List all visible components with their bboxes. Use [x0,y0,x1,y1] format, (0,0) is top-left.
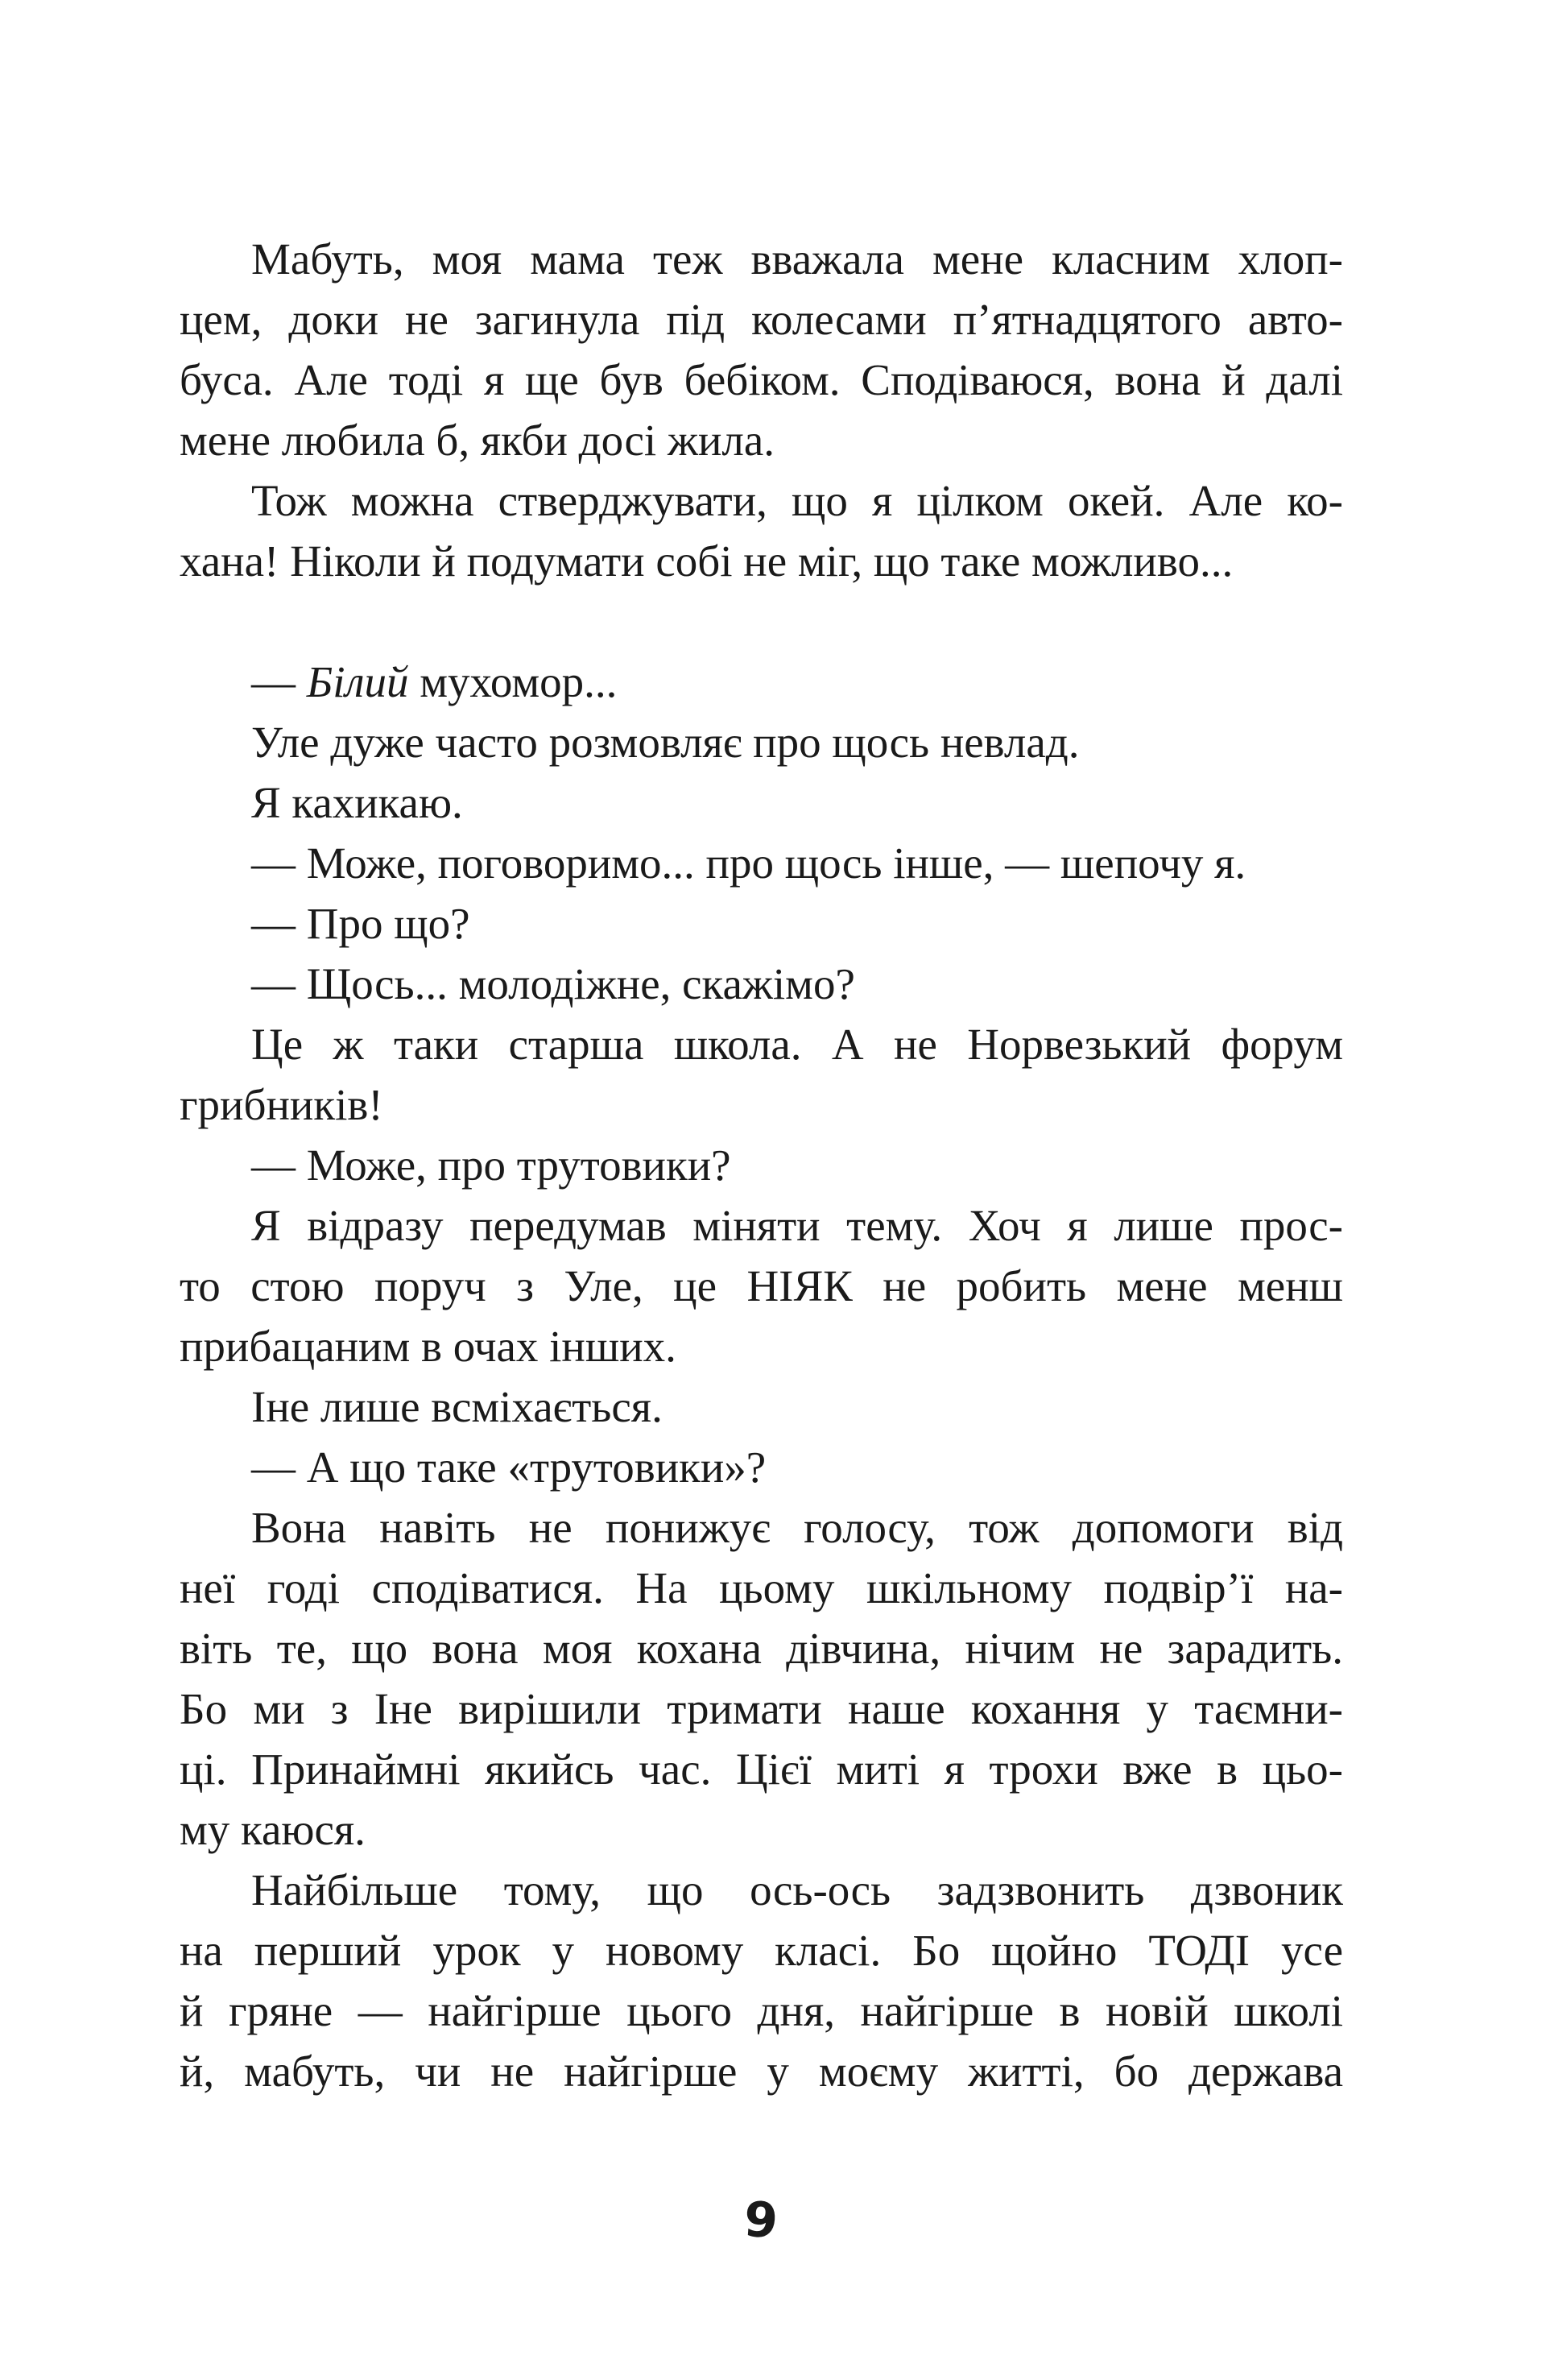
text-line: Уле дуже часто розмовляє про щось невлад. [251,718,1080,767]
text-line: то стою поруч з Уле, це НІЯК не робить мене менш [180,1261,1343,1310]
text-line: на перший урок у новому класі. Бо щойно ТОДІ усе [180,1926,1343,1975]
paragraph [180,833,1343,893]
blank-line [180,591,1343,652]
text-line: неї годі сподіватися. На цьому шкільному подвір’ї на- [180,1563,1343,1612]
paragraph [180,893,1343,954]
text-line: й, мабуть, чи не найгірше у моєму житті, бо держава [180,2047,1343,2096]
text-line [180,652,1343,712]
text-line: — А що таке «трутовики»? [251,1442,767,1492]
text-line: — Може, поговоримо... про щось інше, — шепочу я. [251,838,1246,888]
paragraph [180,1014,1343,1135]
text-line: — Може, про трутовики? [251,1140,731,1190]
text-line: ці. Принаймні якийсь час. Цієї миті я трохи вже в цьо- [180,1745,1343,1794]
text-line: Іне лише всміхається. [251,1382,663,1431]
paragraph [180,652,1343,712]
paragraph [180,712,1343,772]
page-number: 9 [742,2191,780,2250]
paragraph [180,1135,1343,1195]
text-line: грибників! [180,1080,383,1129]
blank-line [180,591,1343,652]
text-line: Вона навіть не понижує голосу, тож допомоги від [251,1503,1343,1552]
paragraph [180,1376,1343,1437]
italic-word: Білий [306,657,409,706]
line-text: мухомор... [408,657,618,706]
text-line: — Про що? [251,899,470,948]
paragraph [180,772,1343,833]
text-line: Мабуть, моя мама теж вважала мене класним хлоп- [251,234,1343,284]
paragraph [180,1497,1343,1860]
text-line: віть те, що вона моя кохана дівчина, нічим не зарадить. [180,1624,1343,1673]
paragraph [180,954,1343,1014]
text-line: буса. Але тоді я ще був бебіком. Сподіваюся, вона й далі [180,355,1343,404]
text-line: хана! Ніколи й подумати собі не міг, що таке можливо... [180,536,1234,586]
paragraph [180,1437,1343,1497]
text-line: мене любила б, якби досі жила. [180,416,775,465]
text-line: — Щось... молодіжне, скажімо? [251,959,855,1008]
text-line: Найбільше тому, що ось-ось задзвонить дзвоник [251,1865,1343,1914]
paragraph [180,1195,1343,1376]
text-line: цем, доки не загинула під колесами п’ятнадцятого авто- [180,295,1343,344]
text-line: Це ж таки старша школа. А не Норвезький форум [251,1020,1343,1069]
text-line: прибацаним в очах інших. [180,1322,676,1371]
text-line: Я відразу передумав міняти тему. Хоч я лише прос- [251,1201,1343,1250]
paragraph [180,470,1343,591]
text-line: му каюся. [180,1805,366,1854]
text-line: Бо ми з Іне вирішили тримати наше кохання у таємни- [180,1684,1343,1733]
paragraph [180,229,1343,470]
dialogue-dash: — [251,657,307,706]
text-line: й гряне — найгірше цього дня, найгірше в новій школі [180,1986,1343,2035]
text-line: Я кахикаю. [251,778,463,827]
body-text [180,229,1343,2101]
paragraph [180,1860,1343,2101]
text-line: Тож можна стверджувати, що я цілком окей. Але ко- [251,476,1343,525]
